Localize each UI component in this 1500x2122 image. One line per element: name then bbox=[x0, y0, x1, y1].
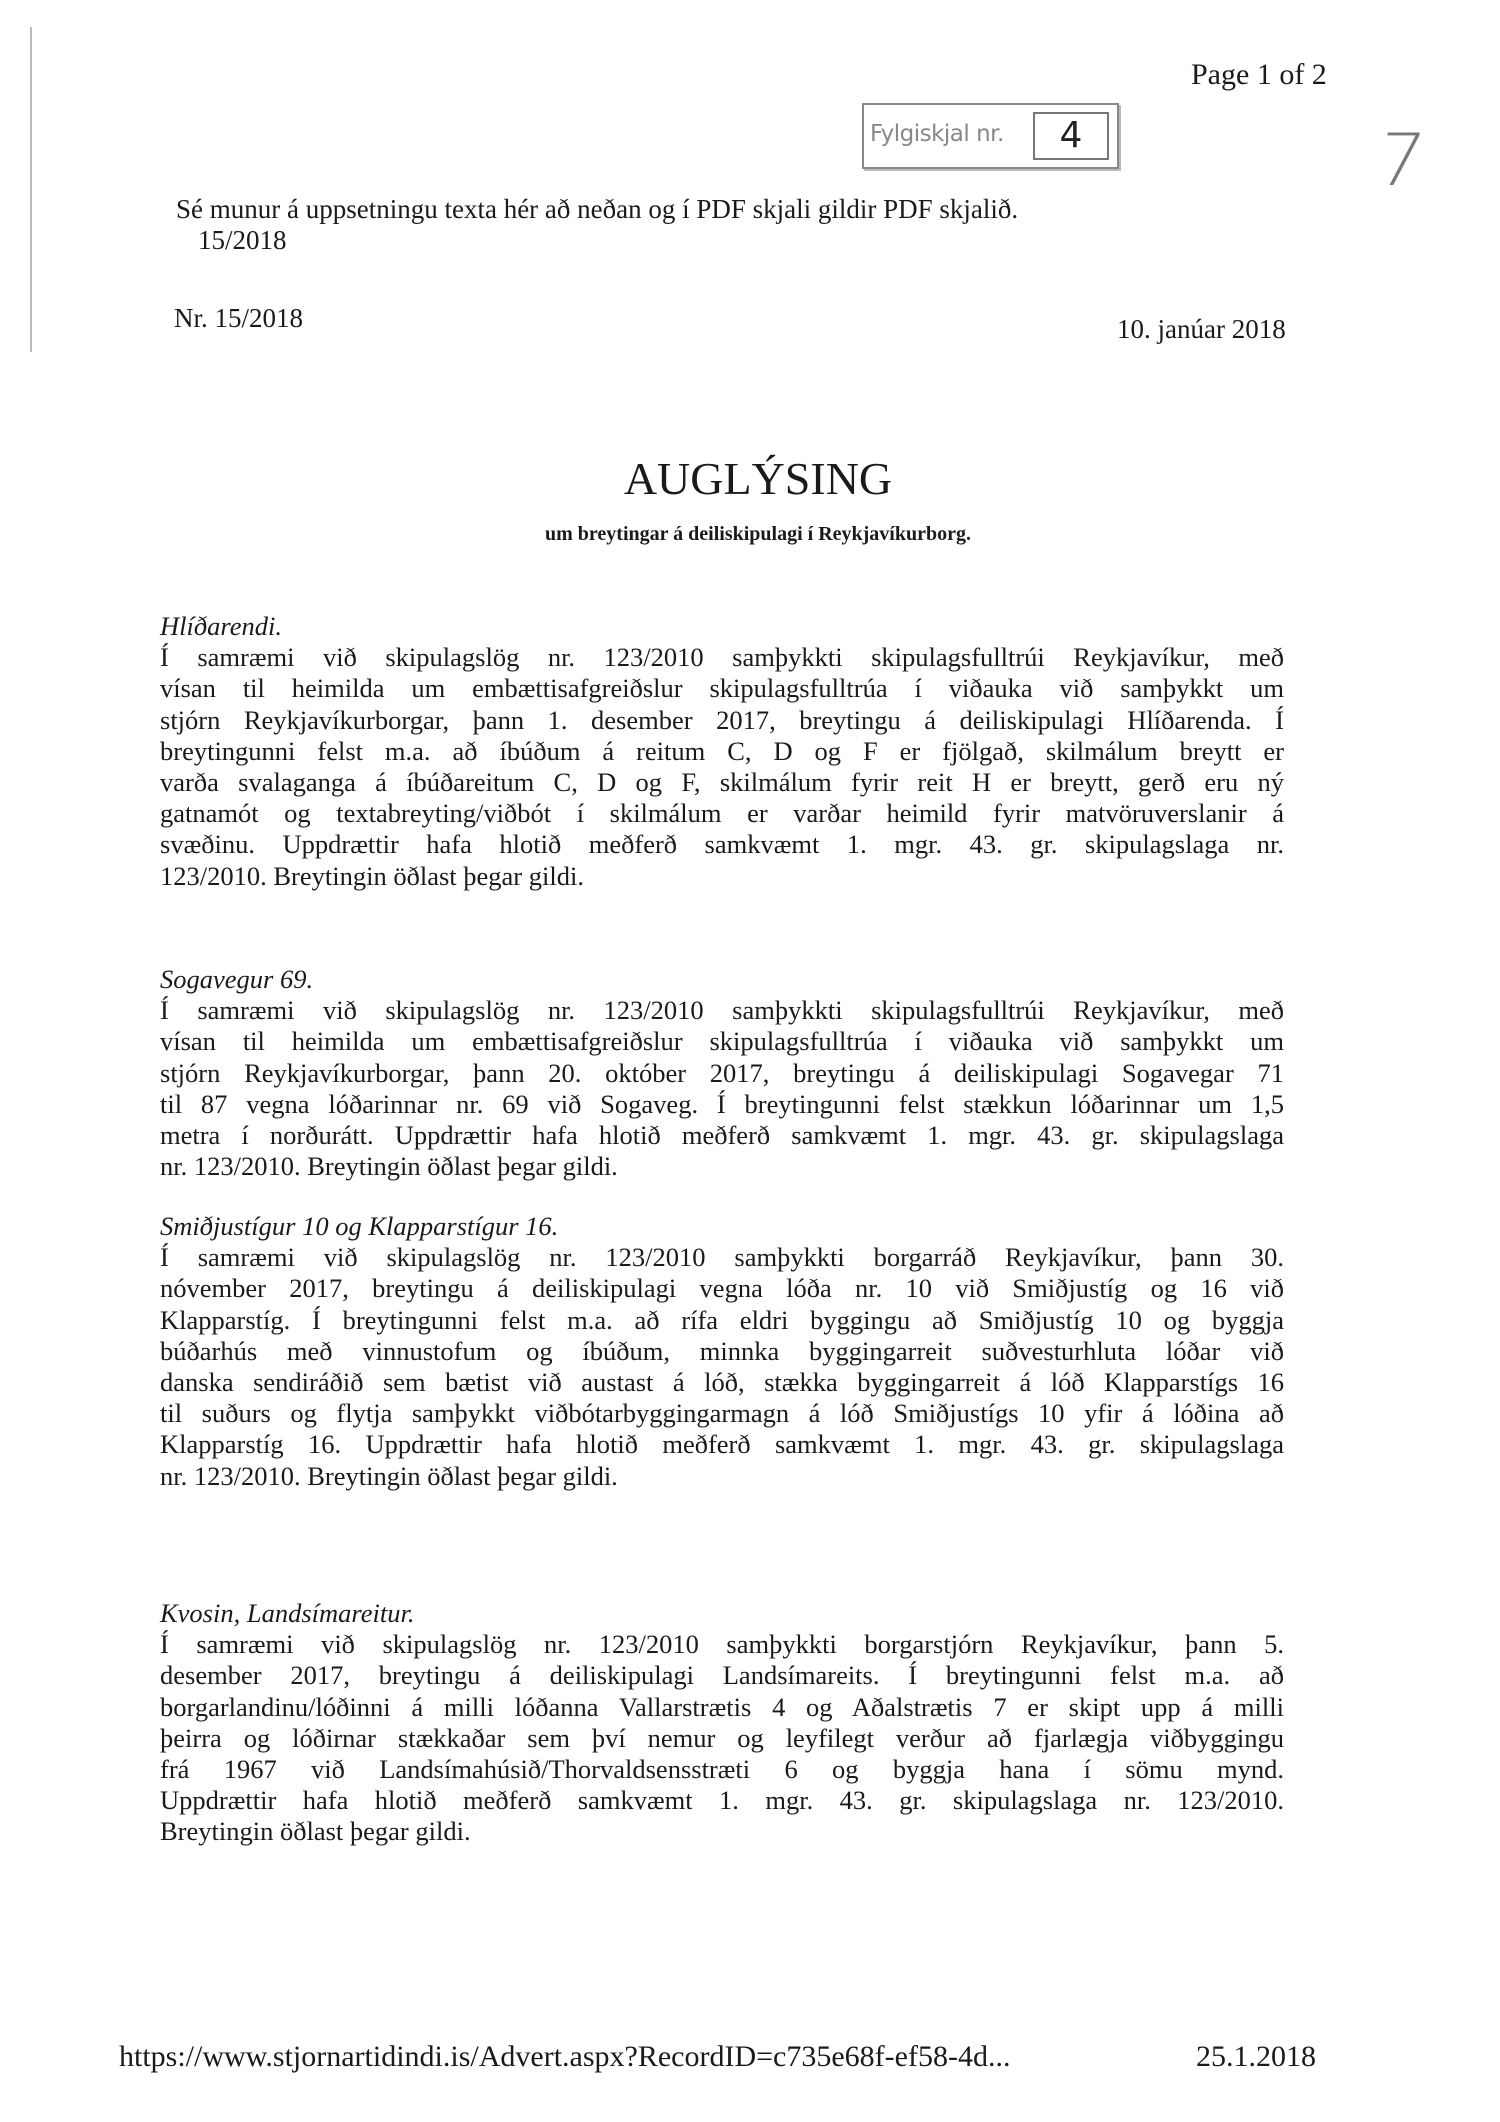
section-body bbox=[160, 1629, 1284, 1847]
text-line: Klapparstíg 16. Uppdrættir hafa hlotið meðferð samkvæmt 1. mgr. 43. gr. skipulagslaga bbox=[160, 1429, 1284, 1460]
advert-number: Nr. 15/2018 bbox=[174, 303, 304, 333]
handwritten-mark: 7 bbox=[1372, 118, 1430, 202]
text-line: þeirra og lóðirnar stækkaðar sem því nemur og leyfilegt verður að fjarlægja viðbyggingu bbox=[160, 1722, 1284, 1753]
text-line: metra í norðurátt. Uppdrættir hafa hlotið meðferð samkvæmt 1. mgr. 43. gr. skipulagslaga bbox=[160, 1120, 1284, 1151]
section-heading: Smiðjustígur 10 og Klapparstígur 16. bbox=[160, 1211, 559, 1241]
section-hlidarendi bbox=[160, 611, 1284, 892]
section-smidjustigur bbox=[160, 1211, 1284, 1492]
page-subtitle: um breytingar á deiliskipulagi í Reykjavíkurborg. bbox=[545, 523, 971, 545]
section-sogavegur bbox=[160, 964, 1284, 1182]
text-line: stjórn Reykjavíkurborgar, þann 20. október 2017, breytingu á deiliskipulagi Sogavegar 71 bbox=[160, 1057, 1284, 1088]
text-line: borgarlandinu/lóðinni á milli lóðanna Vallarstrætis 4 og Aðalstrætis 7 er skipt upp á milli bbox=[160, 1691, 1284, 1722]
text-line: vísan til heimilda um embættisafgreiðslur skipulagsfulltrúa í viðauka við samþykkt um bbox=[160, 673, 1284, 704]
section-body bbox=[160, 1242, 1284, 1492]
notice bbox=[176, 194, 1018, 256]
section-body bbox=[160, 995, 1284, 1182]
footer-url: https://www.stjornartidindi.is/Advert.aspx?RecordID=c735e68f-ef58-4d... bbox=[119, 2040, 1011, 2073]
text-line: danska sendiráðið sem bætist við austast á lóð, stækka byggingarreit á lóð Klapparstígs 16 bbox=[160, 1367, 1284, 1398]
page-indicator: Page 1 of 2 bbox=[1191, 58, 1327, 91]
scan-edge-line bbox=[30, 27, 32, 352]
text-line: Í samræmi við skipulagslög nr. 123/2010 samþykkti skipulagsfulltrúi Reykjavíkur, með bbox=[160, 642, 1284, 673]
text-line: 123/2010. Breytingin öðlast þegar gildi. bbox=[160, 860, 584, 891]
text-line: til 87 vegna lóðarinnar nr. 69 við Sogaveg. Í breytingunni felst stækkun lóðarinnar um 1,5 bbox=[160, 1088, 1284, 1119]
text-line: til suðurs og flytja samþykkt viðbótarbyggingarmagn á lóð Smiðjustígs 10 yfir á lóðina að bbox=[160, 1398, 1284, 1429]
text-line: Uppdrættir hafa hlotið meðferð samkvæmt 1. mgr. 43. gr. skipulagslaga nr. 123/2010. bbox=[160, 1785, 1284, 1816]
footer-date: 25.1.2018 bbox=[1196, 2040, 1316, 2073]
text-line: nóvember 2017, breytingu á deiliskipulagi vegna lóða nr. 10 við Smiðjustíg og 16 við bbox=[160, 1273, 1284, 1304]
text-line: búðarhús með vinnustofum og íbúðum, minnka byggingarreit suðvesturhluta lóðar við bbox=[160, 1335, 1284, 1366]
stamp-number: 4 bbox=[1033, 112, 1109, 160]
advert-date: 10. janúar 2018 bbox=[1117, 314, 1286, 344]
text-line: nr. 123/2010. Breytingin öðlast þegar gildi. bbox=[160, 1460, 618, 1491]
text-line: Klapparstíg. Í breytingunni felst m.a. að rífa eldri byggingu að Smiðjustíg 10 og byggja bbox=[160, 1304, 1284, 1335]
text-line: varða svalaganga á íbúðareitum C, D og F, skilmálum fyrir reit H er breytt, gerð eru ný bbox=[160, 767, 1284, 798]
section-kvosin bbox=[160, 1598, 1284, 1848]
section-heading: Hlíðarendi. bbox=[160, 611, 282, 641]
text-line: nr. 123/2010. Breytingin öðlast þegar gildi. bbox=[160, 1151, 618, 1182]
section-heading: Sogavegur 69. bbox=[160, 964, 314, 994]
text-line: desember 2017, breytingu á deiliskipulagi Landsímareits. Í breytingunni felst m.a. að bbox=[160, 1660, 1284, 1691]
notice-line: Sé munur á uppsetningu texta hér að neðan og í PDF skjali gildir PDF skjalið. bbox=[176, 194, 1019, 224]
stamp-label: Fylgiskjal nr. bbox=[870, 121, 1004, 147]
text-line: vísan til heimilda um embættisafgreiðslur skipulagsfulltrúa í viðauka við samþykkt um bbox=[160, 1026, 1284, 1057]
text-line: Í samræmi við skipulagslög nr. 123/2010 samþykkti borgarstjórn Reykjavíkur, þann 5. bbox=[160, 1629, 1284, 1660]
section-body bbox=[160, 642, 1284, 892]
text-line: frá 1967 við Landsímahúsið/Thorvaldsensstræti 6 og byggja hana í sömu mynd. bbox=[160, 1754, 1284, 1785]
page-title: AUGLÝSING bbox=[623, 453, 893, 504]
text-line: breytingunni felst m.a. að íbúðum á reitum C, D og F er fjölgað, skilmálum breytt er bbox=[160, 735, 1284, 766]
attachment-stamp bbox=[862, 103, 1119, 169]
text-line: stjórn Reykjavíkurborgar, þann 1. desember 2017, breytingu á deiliskipulagi Hlíðarenda. Í bbox=[160, 704, 1284, 735]
text-line: gatnamót og textabreyting/viðbót í skilmálum er varðar heimild fyrir matvöruverslanir á bbox=[160, 798, 1284, 829]
notice-number: 15/2018 bbox=[198, 225, 287, 255]
section-heading: Kvosin, Landsímareitur. bbox=[160, 1598, 415, 1628]
text-line: Í samræmi við skipulagslög nr. 123/2010 samþykkti borgarráð Reykjavíkur, þann 30. bbox=[160, 1242, 1284, 1273]
text-line: Breytingin öðlast þegar gildi. bbox=[160, 1816, 471, 1847]
text-line: Í samræmi við skipulagslög nr. 123/2010 samþykkti skipulagsfulltrúi Reykjavíkur, með bbox=[160, 995, 1284, 1026]
text-line: svæðinu. Uppdrættir hafa hlotið meðferð samkvæmt 1. mgr. 43. gr. skipulagslaga nr. bbox=[160, 829, 1284, 860]
